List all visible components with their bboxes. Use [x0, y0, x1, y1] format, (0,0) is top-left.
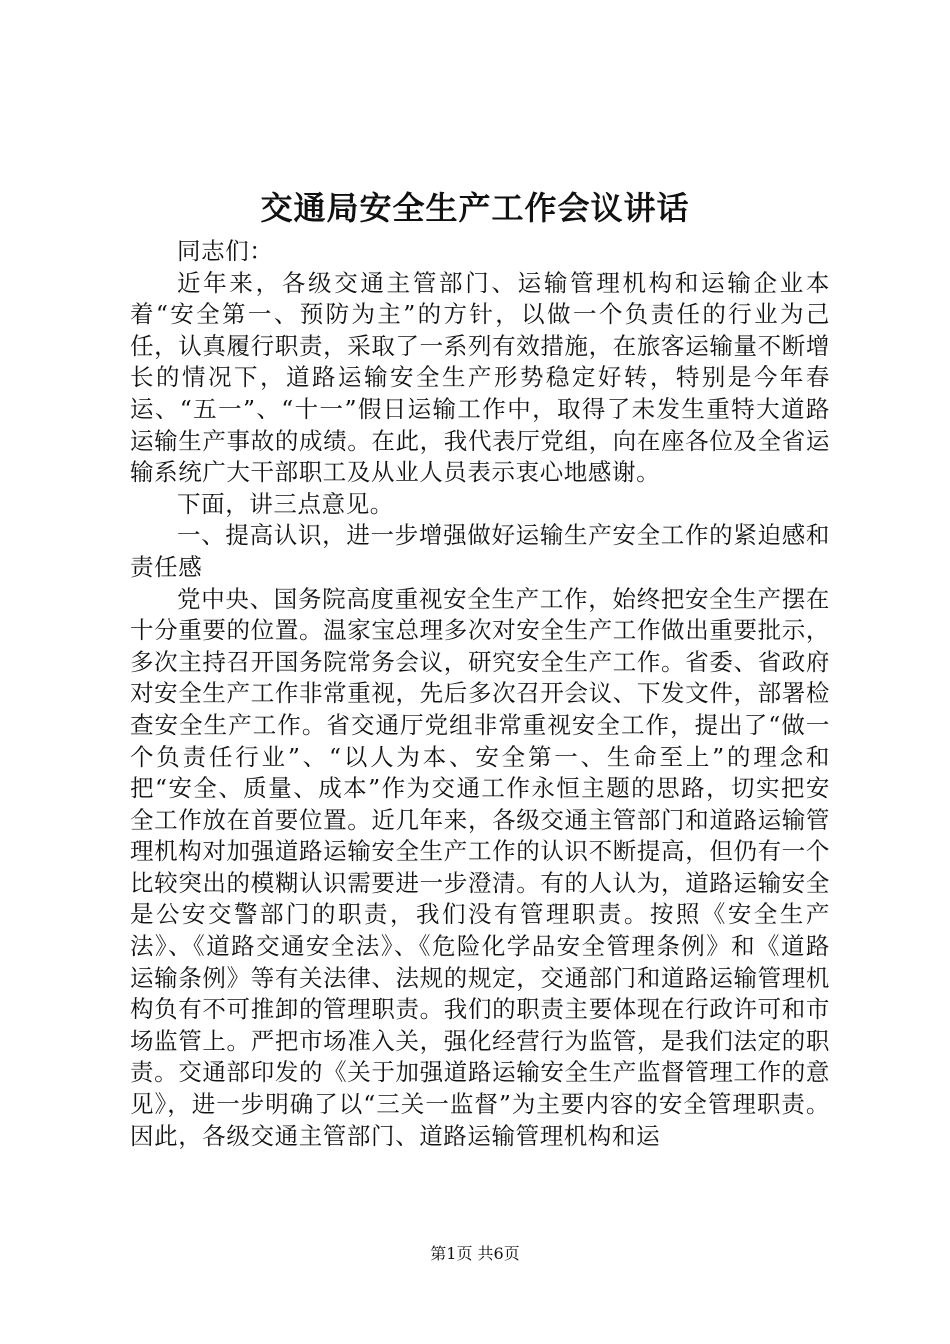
- salutation-paragraph: 同志们：: [177, 237, 274, 265]
- document-title: 交通局安全生产工作会议讲话: [260, 189, 690, 227]
- page-number-footer: 第1页 共6页: [430, 1244, 520, 1263]
- section-heading: 一、提高认识，进一步增强做好运输生产安全工作的紧迫感和责任感: [130, 521, 830, 581]
- outline-paragraph: 下面，讲三点意见。: [177, 489, 394, 518]
- intro-paragraph: 近年来，各级交通主管部门、运输管理机构和运输企业本着“安全第一、预防为主”的方针，以做一个负责任的行业为己任，认真履行职责，采取了一系列有效措施，在旅客运输量不断增长的情况下，道路运输安全生产形势稳定好转，特别是今年春运、“五一”、“十一”假日运输工作中，取得了未发生重特大道路运输生产事故的成绩。在此，我代表厅党组，向在座各位及全省运输系统广大干部职工及从业人员表示衷心地感谢。: [130, 268, 830, 487]
- body-paragraph: 党中央、国务院高度重视安全生产工作，始终把安全生产摆在十分重要的位置。温家宝总理多次对安全生产工作做出重要批示，多次主持召开国务院常务会议，研究安全生产工作。省委、省政府对安全生产工作非常重视，先后多次召开会议、下发文件，部署检查安全生产工作。省交通厅党组非常重视安全工作，提出了“做一个负责任行业”、“以人为本、安全第一、生命至上”的理念和把“安全、质量、成本”作为交通工作永恒主题的思路，切实把安全工作放在首要位置。近几年来，各级交通主管部门和道路运输管理机构对加强道路运输安全生产工作的认识不断提高，但仍有一个比较突出的模糊认识需要进一步澄清。有的人认为，道路运输安全是公安交警部门的职责，我们没有管理职责。按照《安全生产法》、《道路交通安全法》、《危险化学品安全管理条例》和《道路运输条例》等有关法律、法规的规定，交通部门和道路运输管理机构负有不可推卸的管理职责。我们的职责主要体现在行政许可和市场监管上。严把市场准入关，强化经营行为监管，是我们法定的职责。交通部印发的《关于加强道路运输安全生产监督管理工作的意见》，进一步明确了以“三关一监督”为主要内容的安全管理职责。因此，各级交通主管部门、道路运输管理机构和运: [130, 584, 830, 1150]
- document-body: [130, 236, 830, 1152]
